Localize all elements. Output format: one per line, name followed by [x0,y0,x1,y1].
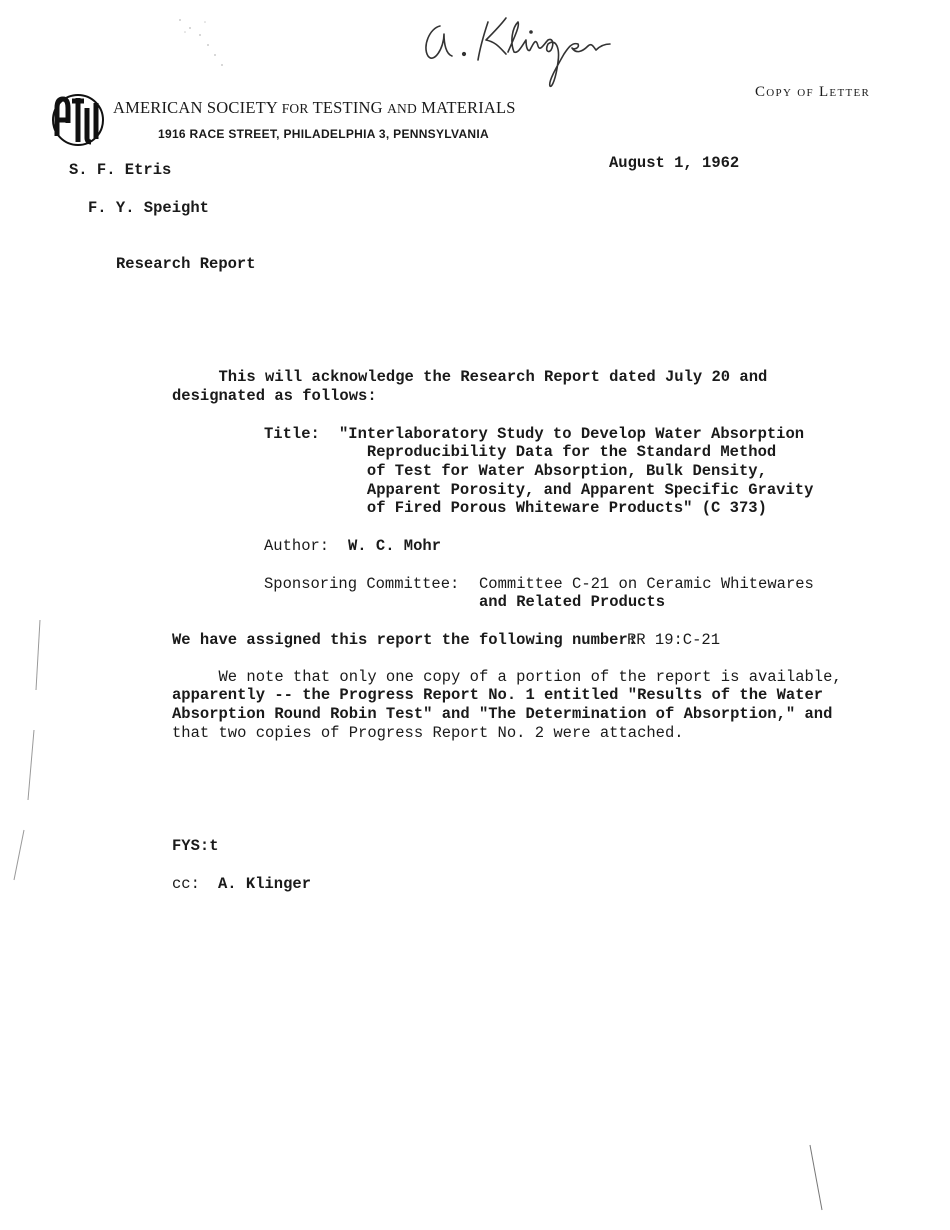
note-line: that two copies of Progress Report No. 2 were attached. [172,724,684,742]
intro-line: designated as follows: [172,387,377,405]
copy-label: Copy of Letter [755,84,871,100]
author-name: W. C. Mohr [348,537,442,555]
scan-margin-marks [0,580,50,900]
scan-corner-mark [800,1140,840,1220]
author-label: Author: [264,537,330,555]
sender: S. F. Etris [69,161,172,179]
intro-line: This will acknowledge the Research Report dated July 20 and [172,368,768,386]
title-line: Apparent Porosity, and Apparent Specific Gravity [339,481,814,499]
note-line: apparently -- the Progress Report No. 1 entitled "Results of the Water [172,686,824,704]
assigned-number-text: We have assigned this report the following number: [172,631,638,649]
typist-initials: FYS:t [172,837,219,855]
organization-address: 1916 RACE STREET, PHILADELPHIA 3, PENNSYLVANIA [158,127,489,141]
title-line: "Interlaboratory Study to Develop Water Absorption [339,425,805,443]
note-line: We note that only one copy of a portion of the report is available, [172,668,842,686]
title-label: Title: [264,425,320,443]
note-line: Absorption Round Robin Test" and "The Determination of Absorption," and [172,705,833,723]
title-line: Reproducibility Data for the Standard Method [339,443,777,461]
astm-logo [52,93,104,147]
organization-name: AMERICAN SOCIETY FOR TESTING AND MATERIALS [113,98,516,117]
committee-label: Sponsoring Committee: [264,575,460,593]
committee-line: and Related Products [479,593,666,611]
committee-line: Committee C-21 on Ceramic Whitewares [479,575,814,593]
cc-label: cc: [172,875,200,893]
scan-smudge [160,10,240,80]
cc-name: A. Klinger [218,875,312,893]
title-line: of Test for Water Absorption, Bulk Density, [339,462,767,480]
subject: Research Report [116,255,256,273]
recipient: F. Y. Speight [88,199,209,217]
title-line: of Fired Porous Whiteware Products" (C 373) [339,499,767,517]
letter-date: August 1, 1962 [609,154,740,172]
handwritten-signature [410,8,640,98]
report-number: RR 19:C-21 [627,631,721,649]
